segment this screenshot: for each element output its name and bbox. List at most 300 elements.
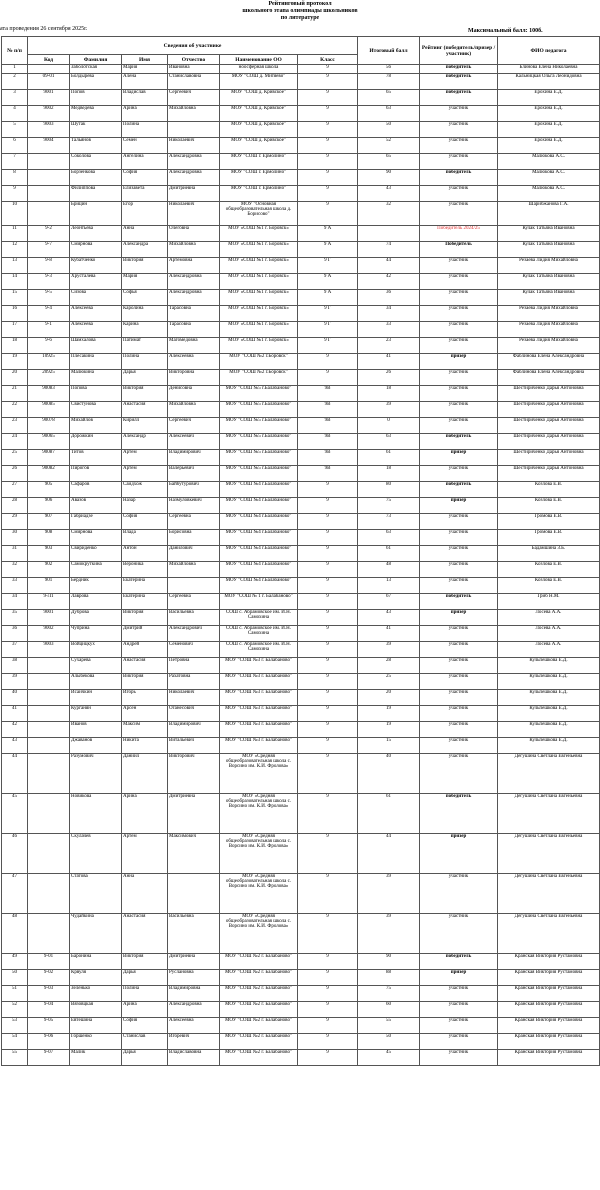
cell-school: МОУ «СОШ №1 г. Боровск» [220,258,298,274]
cell-num: 37 [2,642,28,658]
cell-num: 51 [2,986,28,1002]
cell-rating: участник [420,466,498,482]
cell-surname: Скулачев [70,834,122,874]
rating-table [1,36,600,1066]
col-school: Наименование ОО [220,55,298,65]
cell-patronymic: Александрович [168,626,220,642]
col-surname: Фамилия [70,55,122,65]
cell-num: 10 [2,202,28,226]
cell-grade: 9 [298,706,358,722]
cell-school: МОУ «Средняя общеобразовательная школа с. Ворсино им. К.И. Фролова» [220,794,298,834]
cell-rating: участник [420,642,498,658]
cell-code [28,722,70,738]
cell-score: 67 [358,594,420,610]
cell-school: МОУ "СОШ №2 г. Балабаново" [220,1002,298,1018]
cell-rating: победитель [420,434,498,450]
cell-code: 9-07 [28,1050,70,1066]
cell-school: МОУ «Средняя общеобразовательная школа с. Ворсино им. К.И. Фролова» [220,754,298,794]
cell-num: 9 [2,186,28,202]
cell-name: Владислав [122,90,168,106]
document-header [0,0,600,22]
cell-name: Арина [122,1002,168,1018]
table-row [2,914,600,954]
cell-teacher: Ерохина Е.Д. [498,138,600,154]
cell-name: Полина [122,354,168,370]
cell-score: 42 [358,274,420,290]
cell-grade: 9 [298,546,358,562]
col-participant-info: Сведения об участнике [28,37,358,55]
cell-patronymic: Викторович [168,754,220,794]
cell-num: 29 [2,514,28,530]
cell-name: Софья [122,290,168,306]
cell-grade: 9 [298,610,358,626]
cell-rating: участник [420,370,498,386]
cell-code: 9001 [28,610,70,626]
cell-grade: 9 [298,74,358,90]
cell-teacher: Резаева Лидия Михайловна [498,258,600,274]
cell-score: 63 [358,434,420,450]
cell-name: Мария [122,65,168,74]
cell-score: 34 [358,306,420,322]
cell-teacher: Кранская Виктория Рустамовна [498,1018,600,1034]
cell-rating: участник [420,674,498,690]
cell-num: 1 [2,65,28,74]
cell-rating: победитель [420,954,498,970]
cell-teacher: Кульпешкова Е.Д. [498,738,600,754]
cell-code: 90085 [28,402,70,418]
cell-school: МОУ "СОШ д. Митяево" [220,74,298,90]
table-row [2,674,600,690]
cell-teacher: Резаева Лидия Михайловна [498,306,600,322]
cell-rating: победитель [420,594,498,610]
cell-grade: 9 Г [298,306,358,322]
cell-name: Полина [122,986,168,1002]
cell-grade: 9В [298,466,358,482]
cell-surname: Новикова [70,794,122,834]
cell-score: 0 [358,418,420,434]
cell-teacher: Кранская Виктория Рустамовна [498,1002,600,1018]
cell-num: 34 [2,594,28,610]
cell-name: Мария [122,274,168,290]
cell-num: 22 [2,402,28,418]
cell-num: 25 [2,450,28,466]
cell-rating: участник [420,578,498,594]
cell-code: 9-1 [28,322,70,338]
cell-code [28,154,70,170]
cell-surname: Сизова [70,290,122,306]
cell-patronymic: Васильевна [168,914,220,954]
cell-surname: Смирнова [70,530,122,546]
cell-teacher: Фаблинова Елена Александровна [498,354,600,370]
cell-score: 80 [358,482,420,498]
cell-score: 18 [358,466,420,482]
cell-rating: победитель [420,74,498,90]
cell-grade: 9 [298,202,358,226]
cell-score: 65 [358,154,420,170]
cell-teacher: Дегушина Светлана Евгеньевна [498,914,600,954]
cell-name: Алена [122,74,168,90]
cell-patronymic: Дмитриевна [168,794,220,834]
table-row [2,578,600,594]
cell-teacher: Малюкова А.С. [498,186,600,202]
cell-rating: участник [420,202,498,226]
cell-score: 55 [358,1018,420,1034]
cell-school: МОУ "СОШ д. Кривское" [220,138,298,154]
cell-score: 63 [358,530,420,546]
cell-school: МОУ "СОШ №4 г.Балабаново" [220,578,298,594]
cell-school: МОУ «Средняя общеобразовательная школа с. Ворсино им. К.И. Фролова» [220,914,298,954]
cell-patronymic: Олеговна [168,226,220,242]
cell-teacher: Лосева А.А. [498,642,600,658]
cell-name: Виктория [122,954,168,970]
cell-grade: 9 [298,138,358,154]
cell-school: МОУ "СОШ №5 г.Балабаново" [220,418,298,434]
table-row [2,338,600,354]
cell-patronymic: Сергеевич [168,90,220,106]
cell-teacher: Шестириченко Дарья Антоновна [498,466,600,482]
cell-code: 903 [28,546,70,562]
cell-rating: участник [420,914,498,954]
cell-rating: участник [420,562,498,578]
table-row [2,954,600,970]
cell-surname: Алексеева [70,306,122,322]
cell-school: МОУ "СОШ №5 г.Балабаново" [220,402,298,418]
cell-teacher: Шестириченко Дарья Антоновна [498,418,600,434]
cell-patronymic: Владимирович [168,722,220,738]
cell-num: 48 [2,914,28,954]
cell-num: 17 [2,322,28,338]
cell-surname: Джаванов [70,738,122,754]
cell-name: Артём [122,450,168,466]
cell-teacher: Лосева А.А. [498,610,600,626]
cell-grade: 9В [298,402,358,418]
cell-rating: победитель [420,170,498,186]
cell-name: Семен [122,138,168,154]
table-row [2,642,600,658]
cell-score: 41 [358,626,420,642]
cell-teacher: Кранская Виктория Рустамовна [498,970,600,986]
cell-code: 9-01 [28,954,70,970]
cell-rating: участник [420,1002,498,1018]
cell-teacher: Кульпешкова Е.Д. [498,690,600,706]
cell-name: София [122,1018,168,1034]
table-row [2,498,600,514]
cell-grade: 9 А [298,290,358,306]
cell-score: 43 [358,610,420,626]
cell-patronymic: Николаевич [168,690,220,706]
cell-patronymic: Александровна [168,170,220,186]
cell-num: 54 [2,1034,28,1050]
cell-score: 45 [358,1050,420,1066]
cell-name: Влада [122,530,168,546]
cell-rating: участник [420,106,498,122]
cell-code: 90078 [28,418,70,434]
cell-school: МОУ "СОШ д. Кривское" [220,106,298,122]
cell-name: Александра [122,242,168,258]
cell-name: София [122,514,168,530]
cell-surname: Брицин [70,202,122,226]
cell-teacher: Кульпешкова Е.Д. [498,674,600,690]
cell-surname: Соколова [70,154,122,170]
table-row [2,434,600,450]
cell-patronymic: Петровна [168,658,220,674]
cell-patronymic: Магомедовна [168,338,220,354]
cell-school: МОУ «Средняя общеобразовательная школа с. Ворсино им. К.И. Фролова» [220,834,298,874]
cell-teacher: Кулак Татьяна Ивановна [498,290,600,306]
cell-score: 88 [358,970,420,986]
cell-name: Егор [122,202,168,226]
cell-grade: 9 [298,482,358,498]
cell-surname: Борзенкова [70,170,122,186]
cell-num: 7 [2,154,28,170]
cell-score: 48 [358,562,420,578]
cell-grade: 9 [298,370,358,386]
cell-code: 09-01 [28,74,70,90]
cell-school: МОУ "СОШ №3 г. Балабаново" [220,658,298,674]
cell-rating: участник [420,290,498,306]
cell-school: ноосферная школа [220,65,298,74]
table-row [2,466,600,482]
cell-name: Дмитрий [122,626,168,642]
cell-grade: 9 [298,498,358,514]
cell-code: 90082 [28,466,70,482]
cell-num: 4 [2,106,28,122]
cell-teacher: Кранская Виктория Рустамовна [498,954,600,970]
cell-code: 9004 [28,138,70,154]
cell-rating: участник [420,418,498,434]
cell-num: 36 [2,626,28,642]
cell-grade: 9 Г [298,258,358,274]
cell-grade: 9 [298,874,358,914]
table-row [2,65,600,74]
max-score: Максимальный балл: 100б. [468,28,543,34]
cell-name: Артем [122,834,168,874]
cell-num: 55 [2,1050,28,1066]
cell-score: 39 [358,874,420,914]
cell-school: МОУ «СОШ №1 г. Боровск» [220,226,298,242]
cell-teacher: Шестириченко Дарья Антоновна [498,386,600,402]
cell-rating: участник [420,738,498,754]
cell-code [28,874,70,914]
cell-teacher: Резаева Лидия Михайловна [498,322,600,338]
cell-rating: участник [420,154,498,170]
cell-grade: 9 [298,970,358,986]
cell-surname: Свистунова [70,402,122,418]
cell-school: МОУ "СОШ №2 г. Балабаново" [220,1034,298,1050]
cell-grade: 9 [298,186,358,202]
cell-grade: 9 [298,354,358,370]
cell-school: МОУ "Основная общеобразовательная школа д. Борисово" [220,202,298,226]
cell-num: 12 [2,242,28,258]
cell-code: 9002 [28,626,70,642]
cell-name: Дарья [122,970,168,986]
cell-code [28,170,70,186]
cell-grade: 9 [298,738,358,754]
cell-school: МОУ "СОШ №3 г. Балабаново" [220,690,298,706]
table-row [2,106,600,122]
cell-school: МОУ "СОШ г. Ермолино" [220,186,298,202]
cell-num: 19 [2,354,28,370]
cell-surname: Евтешина [70,1018,122,1034]
cell-school: МОУ "СОШ г. Ермолино" [220,154,298,170]
cell-name: Александр [122,434,168,450]
cell-patronymic: Максимович [168,834,220,874]
cell-num: 24 [2,434,28,450]
cell-patronymic [168,122,220,138]
cell-name: Андрей [122,642,168,658]
cell-num: 39 [2,674,28,690]
cell-patronymic: Станиславовна [168,74,220,90]
cell-grade: 9 [298,794,358,834]
cell-num: 23 [2,418,28,434]
cell-patronymic: Семенович [168,642,220,658]
cell-rating: участник [420,258,498,274]
cell-num: 42 [2,722,28,738]
cell-num: 32 [2,562,28,578]
cell-score: 63 [358,106,420,122]
cell-num: 38 [2,658,28,674]
cell-school: МОУ "СОШ №2 г. Балабаново" [220,986,298,1002]
cell-patronymic: Владимирович [168,450,220,466]
cell-teacher: Дегушина Светлана Евгеньевна [498,794,600,834]
cell-grade: 9 [298,594,358,610]
cell-grade: 9 [298,1018,358,1034]
cell-rating: участник [420,186,498,202]
cell-surname: Самокруткина [70,562,122,578]
cell-patronymic: Назмуловкевич [168,498,220,514]
cell-score: 75 [358,986,420,1002]
table-row [2,562,600,578]
cell-grade: 9 [298,674,358,690]
cell-school: МОУ "СОШ №4 г.Балабаново" [220,562,298,578]
table-row [2,138,600,154]
cell-score: 19 [358,722,420,738]
cell-name: Артём [122,466,168,482]
cell-score: 90 [358,954,420,970]
cell-school: МОУ «СОШ №1 г. Боровск» [220,338,298,354]
cell-surname: Курганян [70,706,122,722]
cell-num: 43 [2,738,28,754]
cell-code: 9-4 [28,306,70,322]
cell-surname: Малюкина [70,370,122,386]
cell-code [28,186,70,202]
cell-grade: 9 [298,65,358,74]
cell-name: Полина [122,122,168,138]
cell-score: 50 [358,122,420,138]
cell-school: СОШ с. Абрамовское им. И.Н. Самохина [220,642,298,658]
cell-patronymic: Михайловна [168,242,220,258]
cell-code: 9-2 [28,226,70,242]
cell-name: Екатерина [122,594,168,610]
cell-rating: участник [420,690,498,706]
cell-code: 9-7 [28,242,70,258]
cell-school: МОУ "СОШ №3 г. Балабаново" [220,674,298,690]
cell-rating: участник [420,874,498,914]
cell-code: 9-06 [28,1034,70,1050]
cell-teacher: Шарибжанова Г.А. [498,202,600,226]
cell-num: 50 [2,970,28,986]
table-row [2,1050,600,1066]
cell-num: 2 [2,74,28,90]
cell-grade: 9 А [298,274,358,290]
cell-surname: Баронина [70,954,122,970]
cell-teacher: Ерохина Е.Д. [498,106,600,122]
cell-surname: Статова [70,874,122,914]
table-row [2,546,600,562]
cell-score: 39 [358,914,420,954]
cell-code [28,914,70,954]
cell-score: 15 [358,738,420,754]
cell-teacher: Фаблинова Елена Александровна [498,370,600,386]
cell-code: 90065 [28,434,70,450]
cell-surname: Заболотская [70,65,122,74]
table-row [2,306,600,322]
cell-num: 18 [2,338,28,354]
cell-teacher: Козлова Е.В. [498,498,600,514]
table-row [2,122,600,138]
cell-code: 9003 [28,122,70,138]
cell-school: МОУ "СОШ №2 г. Балабаново" [220,1018,298,1034]
cell-name: Никита [122,738,168,754]
cell-score: 50 [358,1034,420,1050]
cell-name: Вероника [122,562,168,578]
cell-teacher: Ерохина Е.Д. [498,90,600,106]
cell-surname: Шутак [70,122,122,138]
cell-school: СОШ с. Абрамовское им. И.Н. Самохина [220,610,298,626]
cell-patronymic: Артемовна [168,258,220,274]
cell-grade: 9 А [298,242,358,258]
cell-school: МОУ "СОШ №4 г.Балабаново" [220,482,298,498]
cell-num: 49 [2,954,28,970]
cell-patronymic: Михайловна [168,562,220,578]
table-row [2,610,600,626]
cell-rating: участник [420,306,498,322]
table-row [2,290,600,306]
table-row [2,274,600,290]
cell-surname: Сухарева [70,658,122,674]
col-num: № п/п [2,37,28,65]
cell-teacher: Козлова Е.В. [498,482,600,498]
cell-score: 43 [358,186,420,202]
cell-num: 15 [2,290,28,306]
protocol-subtitle: школьного этапа олимпиады школьников [242,8,358,14]
cell-grade: 9 [298,578,358,594]
cell-school: МОУ "СОШ №4 г.Балабаново" [220,530,298,546]
cell-num: 27 [2,482,28,498]
cell-surname: Попов [70,90,122,106]
cell-school: МОУ "СОШ №3 г. Балабаново" [220,738,298,754]
cell-patronymic: Александровна [168,1002,220,1018]
cell-rating: призер [420,834,498,874]
table-row [2,1002,600,1018]
cell-grade: 9 [298,642,358,658]
cell-name: Игорь [122,690,168,706]
cell-teacher: Громова Е.В. [498,530,600,546]
cell-name: Кирилл [122,418,168,434]
cell-surname: Медведева [70,106,122,122]
cell-num: 3 [2,90,28,106]
cell-name: Арсен [122,706,168,722]
cell-name: Арина [122,106,168,122]
cell-teacher: Лосева А.А. [498,626,600,642]
cell-num: 21 [2,386,28,402]
cell-num: 11 [2,226,28,242]
cell-name: Арина [122,794,168,834]
cell-school: МОУ "СОШ д. Кривское" [220,122,298,138]
cell-school: МОУ "СОШ №4 г.Балабаново" [220,498,298,514]
cell-school: МОУ "СОШ №4 г.Балабаново" [220,546,298,562]
col-name: Имя [122,55,168,65]
